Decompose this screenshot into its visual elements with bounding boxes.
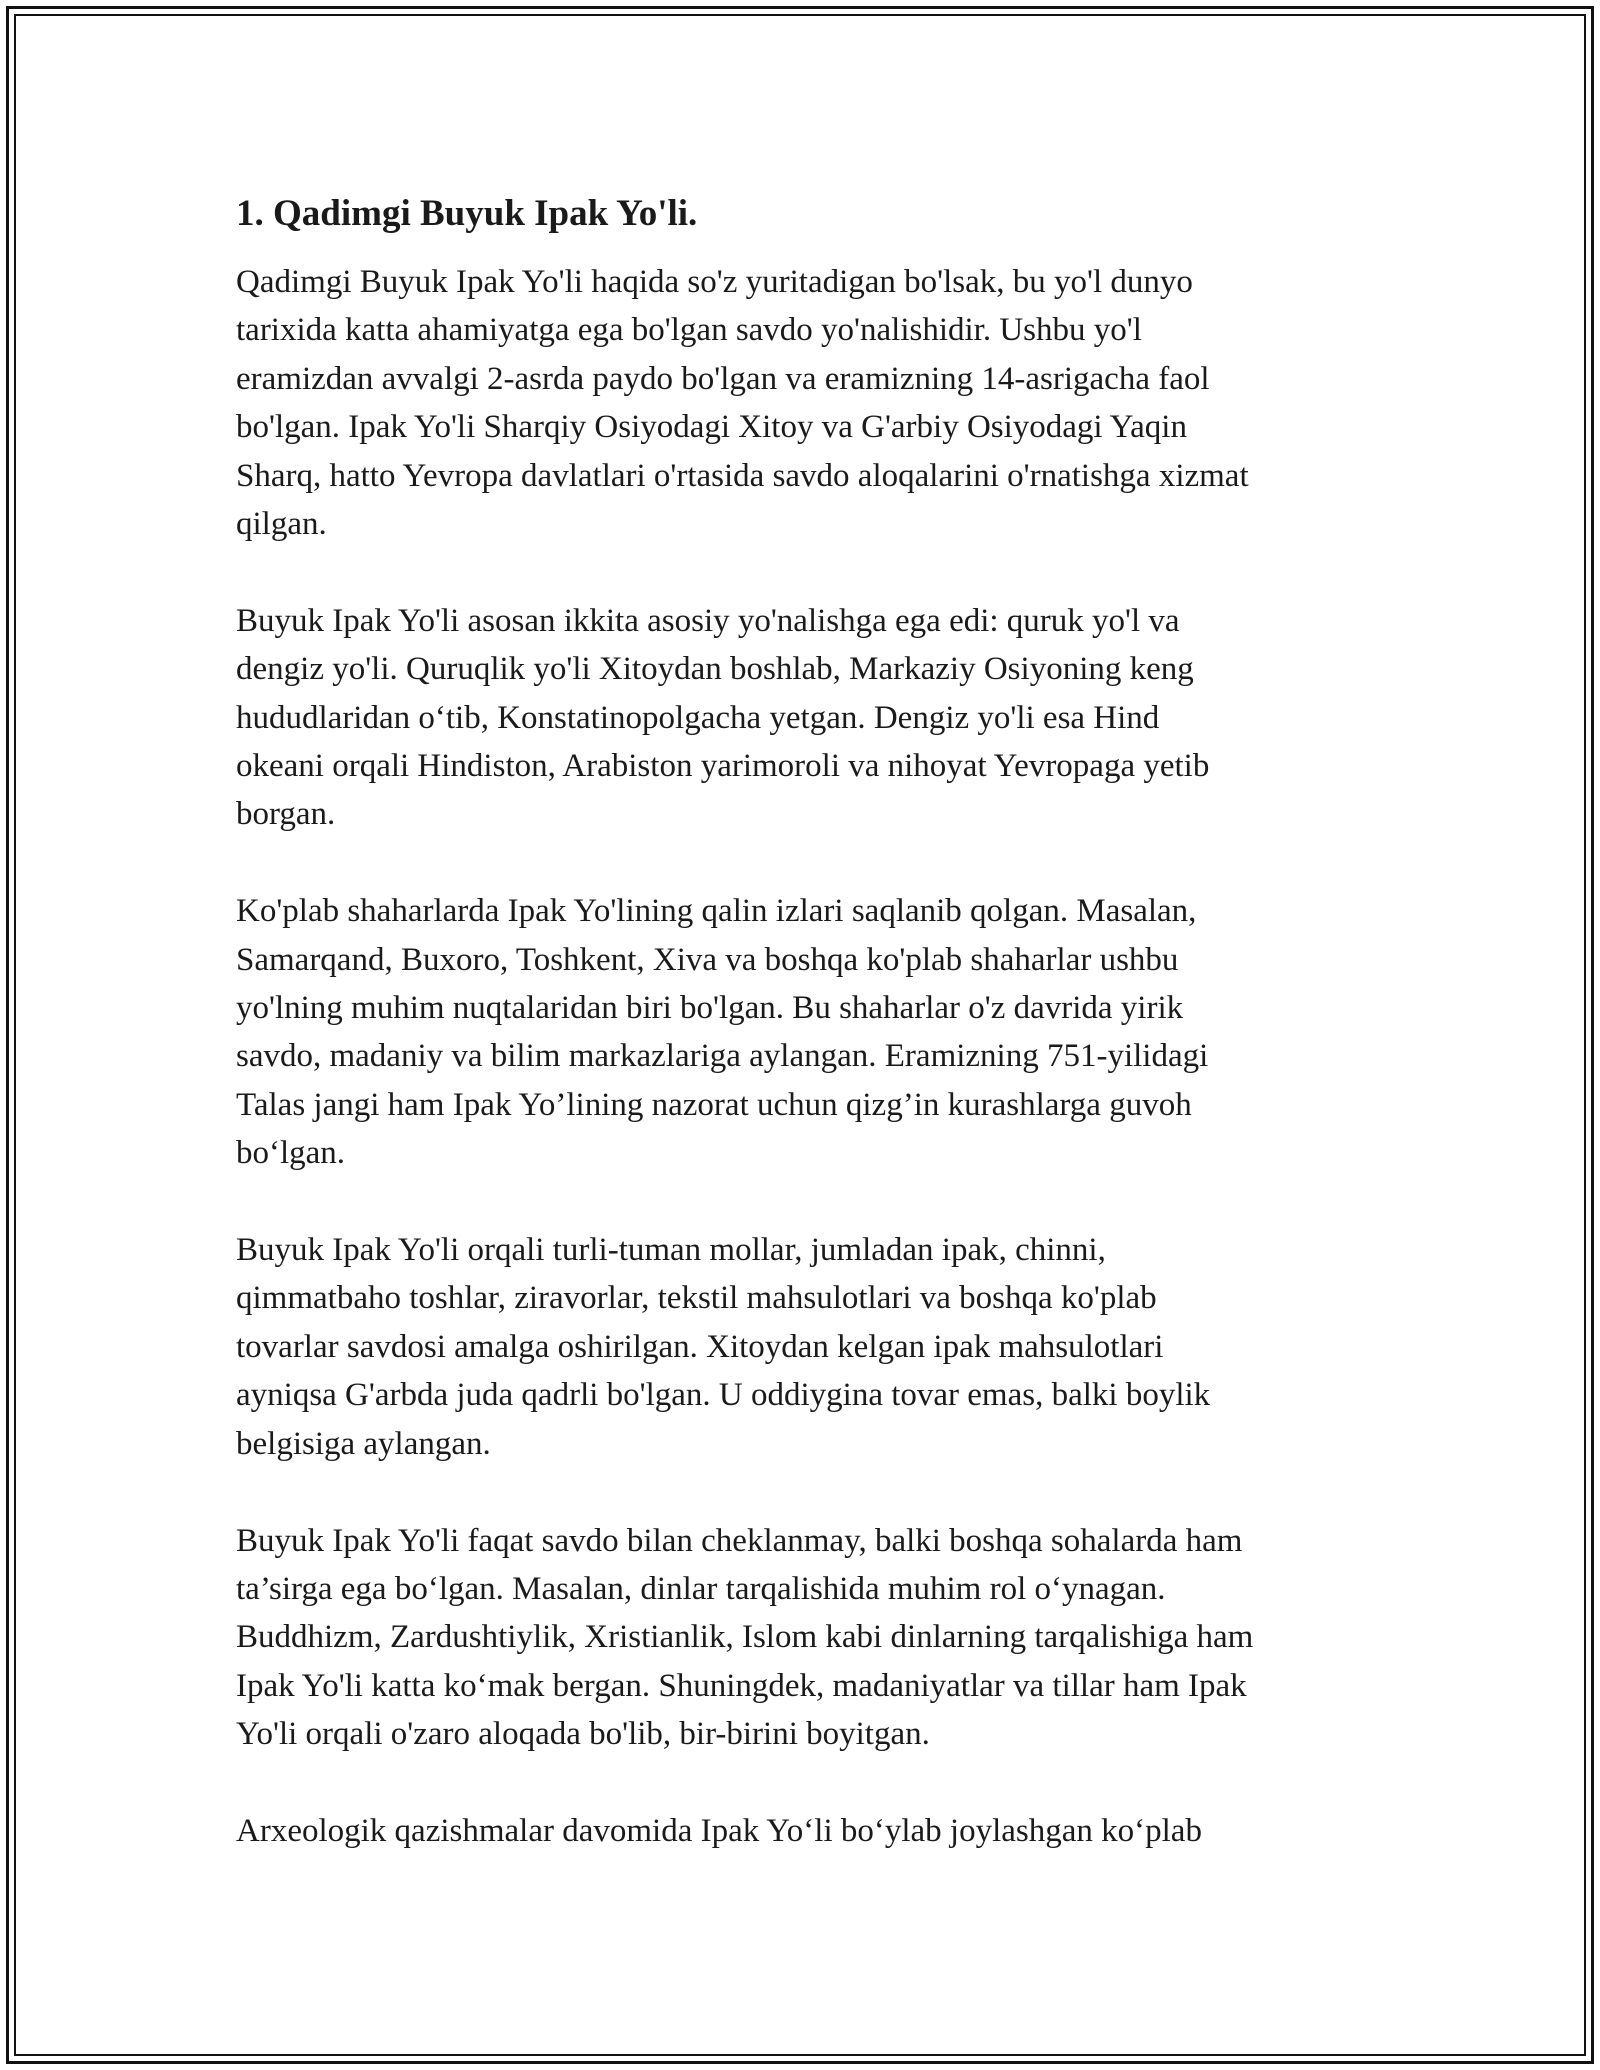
text-line: Buyuk Ipak Yo'li asosan ikkita asosiy yo'nalishga ega edi: quruk yo'l va: [236, 602, 1180, 639]
paragraph-3: [236, 887, 1376, 1177]
text-line: okeani orqali Hindiston, Arabiston yarimoroli va nihoyat Yevropaga yetib: [236, 748, 1210, 785]
text-line: Talas jangi ham Ipak Yo’lining nazorat uchun qizg’in kurashlarga guvoh: [236, 1086, 1192, 1123]
text-line: qimmatbaho toshlar, ziravorlar, tekstil mahsulotlari va boshqa ko'plab: [236, 1280, 1157, 1317]
text-line: Arxeologik qazishmalar davomida Ipak Yo‘li bo‘ylab joylashgan ko‘plab: [236, 1812, 1202, 1849]
text-line: Buddhizm, Zardushtiylik, Xristianlik, Islom kabi dinlarning tarqalishiga ham: [236, 1619, 1254, 1656]
text-line: Ipak Yo'li katta ko‘mak bergan. Shuningdek, madaniyatlar va tillar ham Ipak: [236, 1667, 1247, 1704]
text-line: tarixida katta ahamiyatga ega bo'lgan savdo yo'nalishidir. Ushbu yo'l: [236, 312, 1142, 349]
text-line: Ko'plab shaharlarda Ipak Yo'lining qalin izlari saqlanib qolgan. Masalan,: [236, 893, 1197, 930]
text-line: Qadimgi Buyuk Ipak Yo'li haqida so'z yuritadigan bo'lsak, bu yo'l dunyo: [236, 264, 1193, 300]
text-line: tovarlar savdosi amalga oshirilgan. Xitoydan kelgan ipak mahsulotlari: [236, 1328, 1164, 1365]
paragraph-4: [236, 1226, 1376, 1468]
paragraph-2: [236, 597, 1376, 839]
text-line: Buyuk Ipak Yo'li faqat savdo bilan cheklanmay, balki boshqa sohalarda ham: [236, 1522, 1243, 1559]
text-line: dengiz yo'li. Quruqlik yo'li Xitoydan boshlab, Markaziy Osiyoning keng: [236, 651, 1194, 688]
paragraph-5: [236, 1517, 1376, 1759]
section-title: 1. Qadimgi Buyuk Ipak Yo'li.: [236, 193, 698, 234]
text-line: ayniqsa G'arbda juda qadrli bo'lgan. U oddiygina tovar emas, balki boylik: [236, 1377, 1211, 1414]
text-line: bo'lgan. Ipak Yo'li Sharqiy Osiyodagi Xitoy va G'arbiy Osiyodagi Yaqin: [236, 409, 1187, 446]
text-line: Yo'li orqali o'zaro aloqada bo'lib, bir-birini boyitgan.: [236, 1716, 930, 1753]
text-line: ta’sirga ega bo‘lgan. Masalan, dinlar tarqalishida muhim rol o‘ynagan.: [236, 1570, 1166, 1607]
text-line: qilgan.: [236, 506, 327, 543]
text-line: Buyuk Ipak Yo'li orqali turli-tuman mollar, jumladan ipak, chinni,: [236, 1232, 1106, 1269]
text-line: savdo, madaniy va bilim markazlariga aylangan. Eramizning 751-yilidagi: [236, 1038, 1209, 1075]
text-line: hududlaridan o‘tib, Konstatinopolgacha yetgan. Dengiz yo'li esa Hind: [236, 699, 1160, 736]
text-line: Sharq, hatto Yevropa davlatlari o'rtasida savdo aloqalarini o'rnatishga xizmat: [236, 457, 1249, 494]
text-line: yo'lning muhim nuqtalaridan biri bo'lgan. Bu shaharlar o'z davrida yirik: [236, 990, 1184, 1027]
document-body: [236, 190, 1376, 1855]
paragraph-6: [236, 1807, 1376, 1855]
text-line: borgan.: [236, 796, 336, 833]
text-line: eramizdan avvalgi 2-asrda paydo bo'lgan va eramizning 14-asrigacha faol: [236, 360, 1210, 397]
text-line: Samarqand, Buxoro, Toshkent, Xiva va boshqa ko'plab shaharlar ushbu: [236, 941, 1179, 978]
text-line: bo‘lgan.: [236, 1135, 346, 1172]
paragraph-1: [236, 258, 1376, 548]
text-line: belgisiga aylangan.: [236, 1425, 491, 1462]
